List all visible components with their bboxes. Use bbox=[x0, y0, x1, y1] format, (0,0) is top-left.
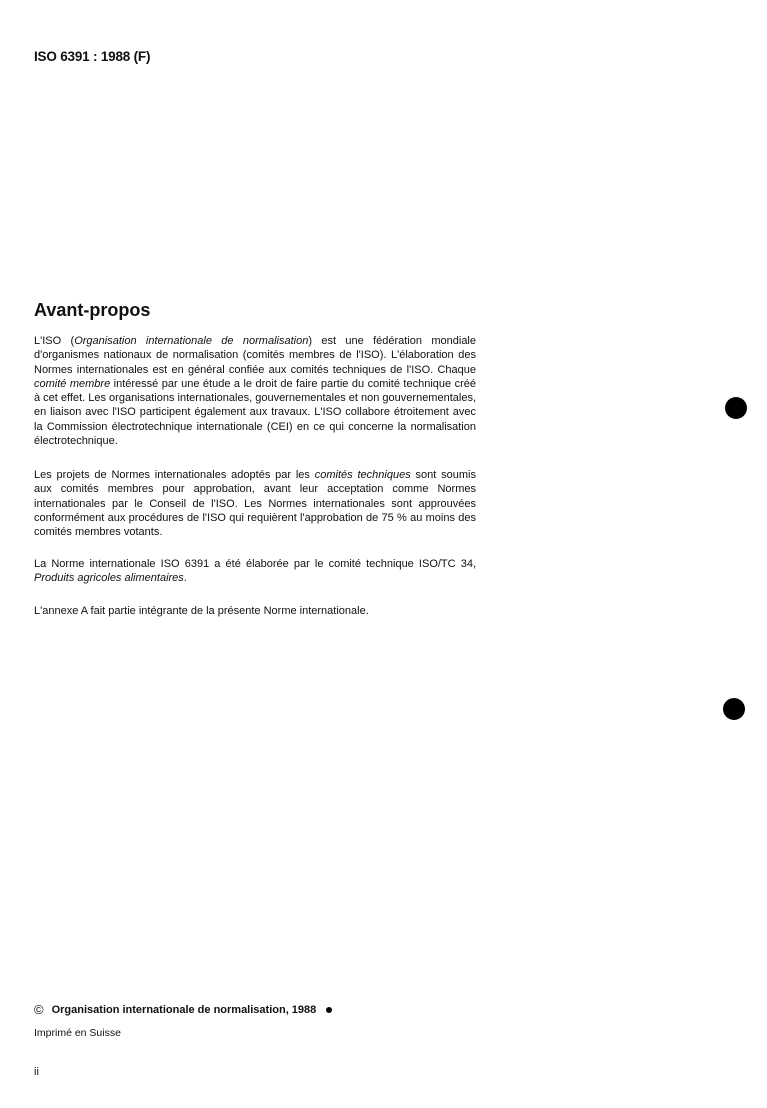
p1-text-e: intéressé par une étude a le droit de faire partie du comité technique créé à cet effet. Les organisations internationales, gouvernementales et non gouvernementales, en liaison avec l'ISO participent également aux travaux. L'ISO collabore étroitement avec la Commission électrotechnique internationale (CEI) en ce qui concerne la normalisation électrotechnique. bbox=[34, 377, 476, 448]
bullet-dot-icon bbox=[326, 1007, 332, 1013]
copyright-line bbox=[34, 1002, 332, 1017]
copyright-text: Organisation internationale de normalisation, 1988 bbox=[51, 1003, 317, 1016]
margin-dot-marker bbox=[725, 397, 747, 419]
p1-text-b: Organisation internationale de normalisation bbox=[74, 335, 309, 347]
foreword-paragraph-1 bbox=[34, 334, 476, 448]
p3-text-c: . bbox=[183, 572, 187, 585]
p2-text-a: Les projets de Normes internationales adoptés par les bbox=[34, 469, 315, 481]
p1-text-d: comité membre bbox=[34, 377, 111, 390]
copyright-icon: © bbox=[34, 1002, 44, 1017]
p2-text-c: sont soumis aux comités membres pour approbation, avant leur acceptation comme Normes internationales par le Conseil de l'ISO. Les Normes internationales sont approuvées conformément aux procédures de l'ISO qui requièrent l'approbation de 75 % au moins des comités membres votants. bbox=[34, 469, 476, 539]
foreword-paragraph-2 bbox=[34, 468, 476, 539]
foreword-paragraph-3 bbox=[34, 557, 476, 586]
margin-dot-marker bbox=[723, 698, 745, 720]
document-header-id: ISO 6391 : 1988 (F) bbox=[34, 49, 151, 64]
printed-in-note: Imprimé en Suisse bbox=[34, 1027, 121, 1039]
p1-text-a: L'ISO ( bbox=[34, 335, 75, 347]
p3-text-b: Produits agricoles alimentaires bbox=[34, 572, 184, 585]
p2-text-b: comités techniques bbox=[314, 469, 411, 481]
foreword-heading: Avant-propos bbox=[34, 300, 151, 320]
page-number: ii bbox=[34, 1066, 39, 1078]
p1-text-c: ) est une fédération mondiale d'organismes nationaux de normalisation (comités membres de l'ISO). L'élaboration des Normes internationales est en général confiée aux comités techniques de l'ISO. Chaque bbox=[34, 335, 476, 376]
p3-text-a: La Norme internationale ISO 6391 a été élaborée par le comité technique ISO/TC 34, bbox=[34, 558, 476, 570]
foreword-paragraph-4: L'annexe A fait partie intégrante de la présente Norme internationale. bbox=[34, 605, 369, 617]
